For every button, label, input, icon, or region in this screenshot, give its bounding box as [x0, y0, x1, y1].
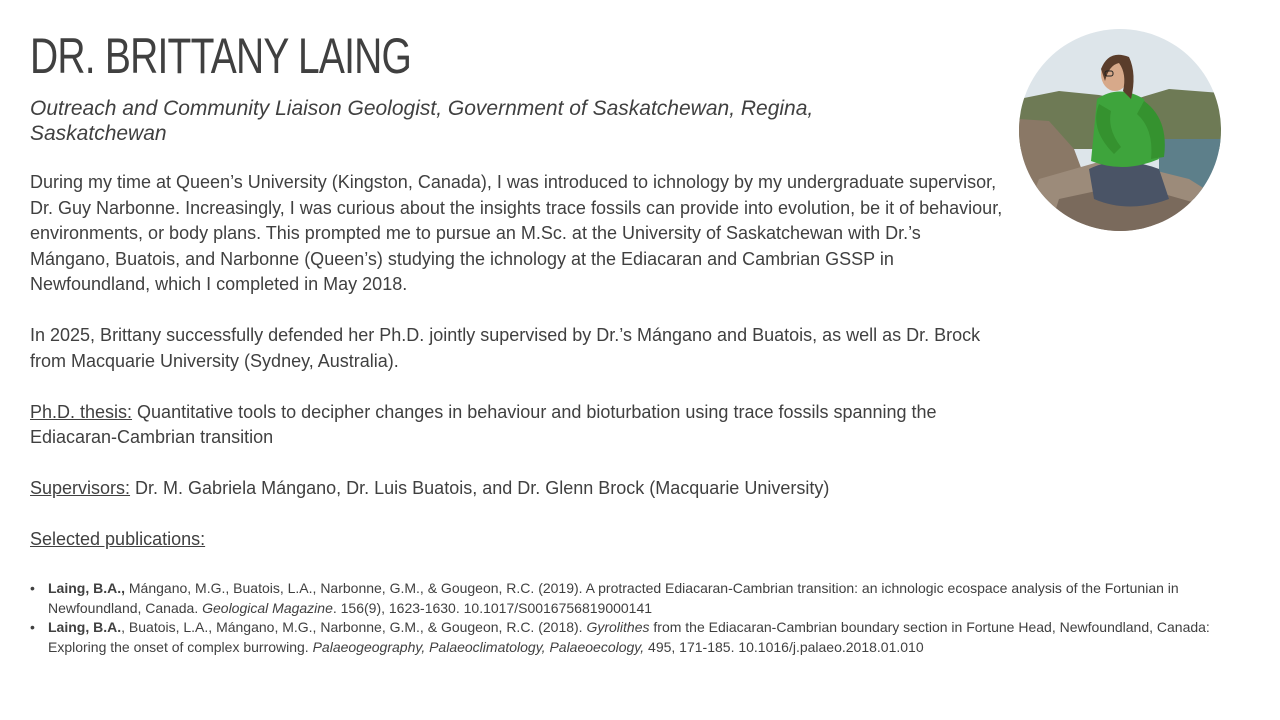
supervisors-paragraph — [30, 476, 1005, 502]
publications-list — [30, 579, 1220, 657]
publication-item — [30, 579, 1220, 618]
bio-body — [30, 170, 1005, 553]
publication-citation-continued: from the Ediacaran-Cambrian boundary section in Fortune Head, Newfoundland, Canada: Exploring the onset of complex burrowing. — [48, 619, 1210, 655]
bullet-icon: • — [30, 580, 35, 596]
publication-author: Laing, B.A., — [48, 580, 125, 596]
supervisors-text: Dr. M. Gabriela Mángano, Dr. Luis Buatois, and Dr. Glenn Brock (Macquarie University) — [130, 478, 830, 498]
bullet-icon: • — [30, 619, 35, 635]
bio-paragraph-2: In 2025, Brittany successfully defended her Ph.D. jointly supervised by Dr.’s Mángano and Buatois, as well as Dr. Brock from Macquarie University (Sydney, Australia). — [30, 325, 981, 371]
publication-author: Laing, B.A. — [48, 619, 122, 635]
publication-journal: Palaeogeography, Palaeoclimatology, Palaeoecology, — [312, 638, 645, 655]
page-title: DR. BRITTANY LAING — [30, 28, 412, 84]
publications-heading: Selected publications: — [30, 529, 206, 549]
publication-citation: , Buatois, L.A., Mángano, M.G., Narbonne, G.M., & Gougeon, R.C. (2018). — [121, 619, 587, 635]
portrait-illustration — [1019, 29, 1221, 231]
portrait-photo — [1019, 29, 1221, 231]
subtitle: Outreach and Community Liaison Geologist, Government of Saskatchewan, Regina, Saskatchewan — [30, 97, 814, 145]
publication-details: . 156(9), 1623-1630. 10.1017/S0016756819000141 — [332, 599, 653, 616]
bio-paragraph-1: During my time at Queen’s University (Kingston, Canada), I was introduced to ichnology by my undergraduate supervisor, Dr. Guy Narbonne. Increasingly, I was curious about the insights trace fossils can provide into evolution, be it of behaviour, environments, or body plans. This prompted me to pursue an M.Sc. at the University of Saskatchewan with Dr.’s Mángano, Buatois, and Narbonne (Queen’s) studying the ichnology at the Ediacaran and Cambrian GSSP in Newfoundland, which I completed in May 2018. — [30, 172, 1003, 294]
thesis-paragraph — [30, 400, 1005, 451]
thesis-label: Ph.D. thesis: — [30, 401, 133, 422]
publication-genus: Gyrolithes — [586, 619, 650, 635]
publication-details: 495, 171-185. 10.1016/j.palaeo.2018.01.010 — [644, 638, 924, 655]
publication-citation: Mángano, M.G., Buatois, L.A., Narbonne, G.M., & Gougeon, R.C. (2019). A protracted Ediacaran-Cambrian transition: an ichnologic ecospace analysis of the Fortunian in Newfoundland, Canada. — [48, 580, 1179, 616]
supervisors-label: Supervisors: — [30, 478, 131, 498]
thesis-text: Quantitative tools to decipher changes in behaviour and bioturbation using trace fossils spanning the Ediacaran-Cambrian transition — [30, 401, 937, 447]
publication-item — [30, 618, 1220, 657]
publication-journal: Geological Magazine — [202, 599, 333, 616]
